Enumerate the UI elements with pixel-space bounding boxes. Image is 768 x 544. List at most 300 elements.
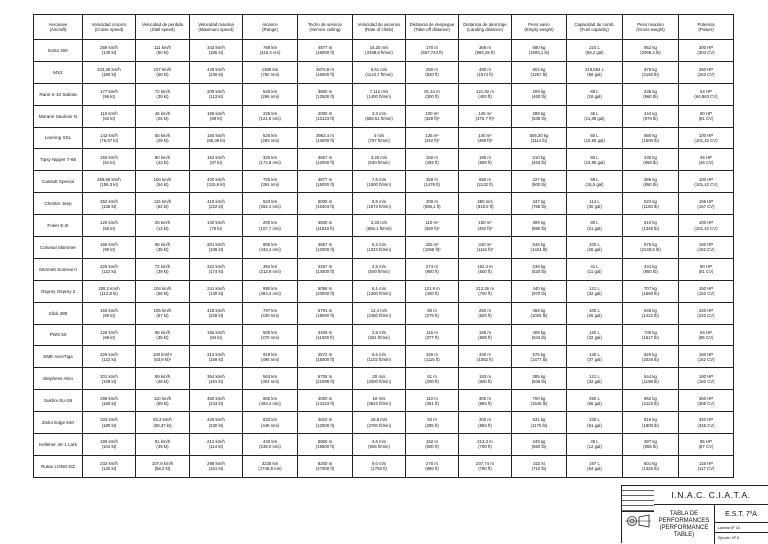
cell-value: 225 km	[262, 111, 278, 117]
table-cell	[136, 346, 190, 368]
cell-value: 523 km	[262, 198, 278, 204]
aircraft-name: Foker E.III	[34, 215, 83, 237]
cell-value: 227 kg	[532, 176, 546, 182]
cell-value-converted: (1617 lb)	[642, 335, 659, 341]
cell-value: 152,4 m	[477, 264, 493, 270]
column-header-label: Velocidad maxima	[198, 21, 234, 27]
table-cell	[353, 412, 406, 434]
cell-value-converted: (226 kt)	[208, 313, 224, 319]
cell-value-converted: (1066 ft)²	[423, 247, 441, 253]
cell-value-converted: (108 kt)	[208, 247, 224, 253]
aircraft-name: Stephens Akro	[34, 368, 83, 390]
table-cell	[298, 83, 353, 105]
table-cell	[459, 215, 512, 237]
table-cell	[512, 171, 567, 193]
cell-value: 80 HP	[700, 264, 712, 270]
cell-value-converted: (1673 ft/min)	[366, 203, 392, 209]
cell-value-converted: (304 nmi)	[260, 378, 280, 384]
cell-value: 3657 m	[317, 154, 333, 160]
cell-value-converted: (182 CV)	[697, 378, 715, 384]
table-cell	[190, 258, 243, 280]
cell-value: 46 km/h	[154, 111, 171, 117]
cell-value: 601 kg	[644, 461, 657, 467]
cell-value-converted: (112,8 kt)	[100, 291, 118, 297]
cell-value-converted: (39 kt)	[156, 269, 169, 275]
table-cell	[459, 237, 512, 259]
cell-value-converted: (1345 lb)	[642, 225, 659, 231]
cell-value: 68 L	[590, 89, 599, 95]
cell-value: 4 m/s	[373, 132, 385, 138]
table-cell	[567, 302, 623, 324]
cell-value-converted: (500 ft/min)	[368, 269, 390, 275]
table-row	[34, 346, 734, 368]
cell-value-converted: (35 kt)	[156, 335, 169, 341]
table-cell	[243, 171, 298, 193]
cell-value: 805 km	[262, 242, 278, 248]
cell-value-converted: (68 kt)	[102, 335, 116, 341]
cell-value: 121,9 m	[424, 286, 440, 292]
cell-value-converted: (508 ft)	[478, 335, 492, 341]
cell-value-converted: (152 CV)	[697, 247, 715, 253]
cell-value-converted: (850 lb)	[643, 181, 658, 187]
cell-value: 919 km	[262, 351, 278, 357]
cell-value-converted: (76,67 kt)	[99, 138, 119, 143]
cell-value-converted: (550 lb)	[531, 444, 547, 450]
cell-value-converted: (430 nmi)	[260, 313, 280, 319]
cell-value: 385 kg	[532, 373, 546, 379]
table-cell	[190, 105, 243, 127]
cell-value: 544 kg	[644, 373, 657, 379]
table-cell	[190, 302, 243, 324]
executor-number: Ejecutó: Nº 8	[714, 532, 768, 543]
table-cell	[567, 171, 623, 193]
table-cell	[406, 149, 459, 171]
table-cell	[243, 258, 298, 280]
cell-value: 91,44 m	[424, 89, 440, 95]
table-cell	[298, 368, 353, 390]
table-cell	[679, 258, 734, 280]
table-cell	[243, 193, 298, 215]
table-cell	[353, 324, 406, 346]
table-cell	[298, 434, 353, 456]
table-cell	[353, 61, 406, 83]
table-header	[34, 15, 734, 40]
cell-value: 3,25 m/s	[370, 154, 388, 160]
cell-value-converted: (107,7 nmi)	[259, 225, 281, 231]
sheet-title	[654, 504, 715, 544]
cell-value-converted: (900 ft)	[425, 269, 439, 275]
table-row	[34, 105, 734, 127]
table-cell	[679, 105, 734, 127]
cell-value: 241 km/h	[207, 286, 225, 292]
cell-value-converted: (1746,8 nm)	[258, 466, 282, 472]
aircraft-name: Zivko Edge 540	[34, 412, 83, 434]
cell-value: 975 kg	[644, 242, 657, 248]
cell-value: 209 km/h	[207, 89, 225, 95]
cell-value: 333 km/h	[100, 417, 118, 423]
cell-value: 366 m	[479, 45, 491, 51]
cell-value-converted: (1545 lb)	[530, 400, 548, 406]
cell-value-converted: (282,4 nmi)	[259, 203, 281, 209]
cell-value-converted: (950 lb)	[643, 269, 658, 275]
table-cell	[459, 280, 512, 302]
cell-value: 145 m²	[478, 111, 492, 117]
table-cell	[623, 390, 679, 412]
cell-value: 100 L	[589, 308, 600, 314]
cell-value-converted: (484,4 nmi)	[259, 400, 281, 406]
table-cell	[459, 346, 512, 368]
table-cell	[512, 412, 567, 434]
cell-value: 250 m	[426, 67, 438, 73]
table-cell	[459, 193, 512, 215]
cell-value-converted: (16000 ft)	[315, 72, 335, 78]
cell-value: 150 m	[426, 154, 438, 160]
table-cell	[243, 302, 298, 324]
table-cell	[298, 105, 353, 127]
sheet-number: Lámina Nº 16	[714, 522, 768, 532]
cell-value-converted: (113 kt)	[208, 94, 224, 100]
cell-value-converted: (238,0 nmi)	[259, 444, 281, 450]
table-cell	[190, 412, 243, 434]
table-cell	[567, 455, 623, 477]
table-cell	[136, 40, 190, 62]
table-cell	[298, 149, 353, 171]
cell-value-converted: (101,42 CV)	[694, 225, 718, 231]
cell-value: 725 km	[262, 176, 278, 182]
cell-value-converted: (304 CV)	[697, 50, 715, 56]
cell-value-converted: (944 lb)	[531, 335, 547, 341]
cell-value-converted: (3700 ft/min)	[366, 422, 392, 428]
table-cell	[243, 434, 298, 456]
cell-value-converted: (449 nmi)	[260, 422, 280, 428]
cell-value-converted: (80 kt)	[102, 313, 116, 319]
table-body	[34, 40, 734, 478]
column-header-label: Alcance	[262, 21, 278, 27]
column-header-translation: (Fuel capacity)	[580, 27, 609, 32]
table-cell	[679, 368, 734, 390]
column-header-label: Distancia de despegue	[409, 21, 455, 27]
cell-value: 111 km/h	[153, 45, 172, 51]
cell-value: 60 L	[590, 132, 599, 138]
table-cell	[406, 171, 459, 193]
cell-value-converted: (12000 ft)	[315, 247, 335, 253]
column-header	[136, 15, 190, 40]
cell-value-converted: (104 kt)	[101, 444, 117, 450]
cell-value-converted: (1574 ft)	[476, 72, 493, 78]
cell-value: 340 m²	[478, 242, 492, 248]
cell-value-converted: (222 kt)	[208, 203, 224, 209]
cell-value-converted: (283 nmi)	[260, 138, 280, 143]
table-cell	[679, 149, 734, 171]
cell-value: 7,112 m/s	[369, 89, 389, 95]
cell-value: 100 km/h²	[152, 351, 173, 357]
cell-value-converted: (81 CV)	[698, 269, 714, 275]
cell-value: 177 km/h	[100, 89, 118, 95]
aircraft-name: Morane Saulnier N	[34, 105, 83, 127]
cell-value-converted: (159 kt)	[101, 400, 117, 406]
cell-value-converted: (3543 ft/min)	[366, 400, 392, 406]
table-cell	[298, 324, 353, 346]
table-cell	[567, 149, 623, 171]
table-cell	[83, 40, 136, 62]
aircraft-name: Slick 380	[34, 302, 83, 324]
cell-value: 920 kg	[644, 351, 657, 357]
table-cell	[353, 346, 406, 368]
cell-value: 5950 m	[317, 439, 333, 445]
cell-value-converted: (12500 ft)	[315, 94, 335, 100]
cell-value-converted: (391 nmi)	[260, 181, 280, 187]
cell-value-converted: (960 lb)	[643, 94, 658, 100]
table-cell	[353, 455, 406, 477]
cell-value: 500 km	[262, 329, 278, 335]
cell-value-converted: (39 kt)	[156, 94, 169, 100]
cell-value: 200 km	[262, 220, 278, 226]
column-header	[679, 15, 734, 40]
cell-value-converted: (16404 ft)	[315, 203, 335, 209]
table-cell	[353, 390, 406, 412]
cell-value: 140 km/h	[207, 220, 225, 226]
table-cell	[623, 346, 679, 368]
cell-value-converted: (500 ft)	[425, 444, 439, 450]
table-cell	[406, 412, 459, 434]
cell-value: 4,6 m/s	[371, 439, 387, 445]
table-cell	[567, 324, 623, 346]
cell-value-converted: (35 kt)	[156, 247, 169, 253]
table-cell	[406, 302, 459, 324]
cell-value: 833 km	[262, 417, 278, 423]
cell-value: 320 km	[262, 154, 278, 160]
table-cell	[459, 412, 512, 434]
table-cell	[243, 127, 298, 149]
table-cell	[298, 412, 353, 434]
cell-value-converted: (87 CV)	[698, 444, 714, 450]
table-cell	[406, 324, 459, 346]
cell-value-converted: (16000 ft)	[315, 181, 335, 187]
cell-value: 426 km/h	[207, 417, 225, 423]
cell-value: 45 L	[590, 439, 599, 445]
cell-value: 3962,4 m	[316, 132, 334, 138]
cell-value: 41 L	[590, 264, 599, 270]
cell-value-converted: (37 gal)	[587, 356, 602, 362]
cell-value: 531 kg	[532, 417, 546, 423]
cell-value-converted: (557,743 ft)	[421, 50, 443, 56]
table-cell	[136, 83, 190, 105]
aircraft-name: Kelleher JK-1 Lark	[34, 434, 83, 456]
column-header-label: Peso vacio	[528, 21, 550, 27]
cell-value: 209 kg	[532, 89, 546, 95]
table-row	[34, 390, 734, 412]
cell-value-converted: (520 lb)	[531, 269, 547, 275]
cell-value: 100 m²	[425, 111, 439, 117]
cell-value: 645 kg	[644, 308, 657, 314]
cell-value: 295 km/h	[100, 395, 118, 401]
table-cell	[623, 127, 679, 149]
table-cell	[567, 237, 623, 259]
column-header	[243, 15, 298, 40]
table-cell	[459, 83, 512, 105]
cell-value-converted: (56 kt)	[156, 291, 169, 297]
table-row	[34, 412, 734, 434]
cell-value: 431 kg	[644, 264, 657, 270]
table-cell	[623, 83, 679, 105]
table-cell	[298, 280, 353, 302]
table-cell	[136, 127, 190, 149]
cell-value-converted: (16000 ft)	[315, 50, 335, 56]
cell-value: 170 m	[426, 45, 438, 51]
table-cell	[136, 368, 190, 390]
cell-value: 400 km/h	[207, 176, 225, 182]
cell-value: 6705 m	[317, 373, 333, 379]
cell-value-converted: (459 ft)²	[477, 138, 493, 143]
cell-value: 700 kg	[532, 395, 546, 401]
cell-value: 300 m	[479, 395, 491, 401]
cell-value: 126 km/h	[100, 329, 118, 335]
cell-value-converted: (970 lb)	[531, 291, 547, 297]
cell-value-converted: (152 CV)	[697, 291, 715, 297]
column-header	[623, 15, 679, 40]
cell-value-converted: (101,42 CV)	[694, 181, 718, 187]
table-cell	[623, 61, 679, 83]
cell-value: 563 km	[262, 373, 278, 379]
table-cell	[679, 302, 734, 324]
cell-value: 180 HP	[698, 373, 714, 379]
cell-value-converted: (1115 ft)	[424, 356, 440, 362]
cell-value-converted: (1800 lb)	[642, 422, 659, 428]
table-cell	[567, 127, 623, 149]
cell-value-converted: (1750 ft)	[370, 466, 387, 472]
cell-value: 121,92 m	[476, 89, 494, 95]
cell-value: 675 kg	[532, 351, 546, 357]
table-cell	[459, 105, 512, 127]
table-cell	[567, 346, 623, 368]
table-cell	[83, 61, 136, 83]
cell-value: 4572 m	[317, 351, 333, 357]
cell-value-converted: (81 CV)	[698, 116, 714, 122]
cell-value: 200 m	[426, 198, 438, 204]
cell-value-converted: (1082 ft)	[476, 356, 493, 362]
table-cell	[406, 127, 459, 149]
table-cell	[83, 237, 136, 259]
table-cell	[679, 434, 734, 456]
cell-value-converted: (76 kt)	[209, 225, 223, 231]
cell-value-converted: (1424 lb)	[530, 247, 548, 253]
cell-value-converted: (959 lb)	[643, 159, 658, 165]
table-cell	[512, 280, 567, 302]
aircraft-name: Cassutt Special	[34, 171, 83, 193]
cell-value-converted: (1102 ft/min)	[367, 356, 391, 362]
table-cell	[243, 455, 298, 477]
cell-value: 166 km/h	[100, 242, 118, 248]
cell-value: 107 km/h	[153, 67, 172, 73]
table-cell	[353, 434, 406, 456]
cell-value: 450 m	[426, 176, 438, 182]
cell-value-converted: (26 gal)	[587, 313, 602, 319]
cell-value: 140 L	[589, 351, 600, 357]
cell-value: 435 kg	[644, 154, 657, 160]
table-row	[34, 127, 734, 149]
table-cell	[298, 237, 353, 259]
column-header-translation: (Landing distance)	[466, 27, 504, 32]
cell-value: 155 km/h	[207, 329, 225, 335]
cell-value: 440 km	[262, 439, 278, 445]
cell-value: 80 HP	[700, 111, 712, 117]
column-header-translation: (Maximum speed)	[198, 27, 234, 32]
cell-value-converted: (2098,2 lb)	[640, 50, 661, 56]
table-cell	[136, 412, 190, 434]
table-cell	[243, 215, 298, 237]
cell-value-converted: (656,1 ft/min)	[366, 225, 392, 231]
cell-value-converted: (3198,8 ft/min)	[365, 50, 393, 56]
table-cell	[298, 215, 353, 237]
table-cell	[353, 127, 406, 149]
cell-value-converted: (50,37 kt)	[153, 422, 172, 428]
cell-value: 2,5 m/s	[371, 264, 387, 270]
cell-value: 4877 m	[317, 176, 333, 182]
cell-value-converted: (979 lb)	[643, 116, 658, 122]
table-cell	[623, 302, 679, 324]
column-header-label: Velocidad de ascenso	[357, 21, 401, 27]
table-cell	[406, 390, 459, 412]
cell-value-converted: (136 kt)	[101, 203, 117, 209]
cell-value-converted: (606 ft)	[478, 159, 492, 165]
column-header	[83, 15, 136, 40]
table-cell	[353, 171, 406, 193]
column-header	[353, 15, 406, 40]
table-cell	[567, 83, 623, 105]
cell-value: 270 m	[426, 461, 438, 467]
cell-value-converted: (984 ft)	[478, 400, 492, 406]
table-cell	[83, 346, 136, 368]
cell-value: 360 HP	[698, 395, 714, 401]
cell-value: 121 L	[589, 373, 600, 379]
cell-value: 121 L	[589, 286, 600, 292]
cell-value: 1389 km	[261, 67, 279, 73]
cell-value-converted: (86,39 kt)	[206, 138, 226, 143]
cell-value: 61 m	[427, 373, 437, 379]
cell-value: 975 kg	[644, 67, 657, 73]
cell-value: 160 HP	[698, 351, 714, 357]
table-cell	[459, 61, 512, 83]
cell-value: 4876,8 m	[316, 67, 334, 73]
table-cell	[136, 171, 190, 193]
cell-value-converted: (600 ft)	[478, 378, 492, 384]
cell-value-converted: (442 ft)²	[424, 138, 440, 143]
column-header-label: Velocidad de perdida	[141, 21, 183, 27]
cell-value-converted: (328 ft)²	[424, 116, 440, 122]
cell-value-converted: (15000 ft)	[315, 356, 335, 362]
cell-value-converted: (1114 lb)	[530, 138, 548, 143]
table-cell	[567, 368, 623, 390]
cell-value: 480 m	[479, 67, 491, 73]
cell-value: 260 HP	[698, 67, 714, 73]
cell-value: 4000 m	[317, 111, 333, 117]
cell-value-converted: (710 lb)	[531, 466, 547, 472]
table-cell	[190, 368, 243, 390]
cell-value-converted: (2123 lb)	[642, 400, 659, 406]
table-row	[34, 149, 734, 171]
cell-value-converted: (2026 lb)	[642, 356, 659, 362]
cell-value-converted: (62 kt)	[156, 203, 169, 209]
cell-value-converted: (122 kt)	[101, 356, 117, 362]
cell-value: 3,33 m/s	[370, 220, 388, 226]
cell-value-converted: (270 nmi)	[260, 335, 280, 341]
cell-value-converted: (109 kt)	[101, 378, 117, 384]
table-cell	[83, 412, 136, 434]
cell-value: 80 L	[590, 220, 599, 226]
column-header-label: Capacidad de comb.	[574, 21, 615, 27]
cell-value: 201 km/h	[100, 373, 118, 379]
table-row	[34, 83, 734, 105]
